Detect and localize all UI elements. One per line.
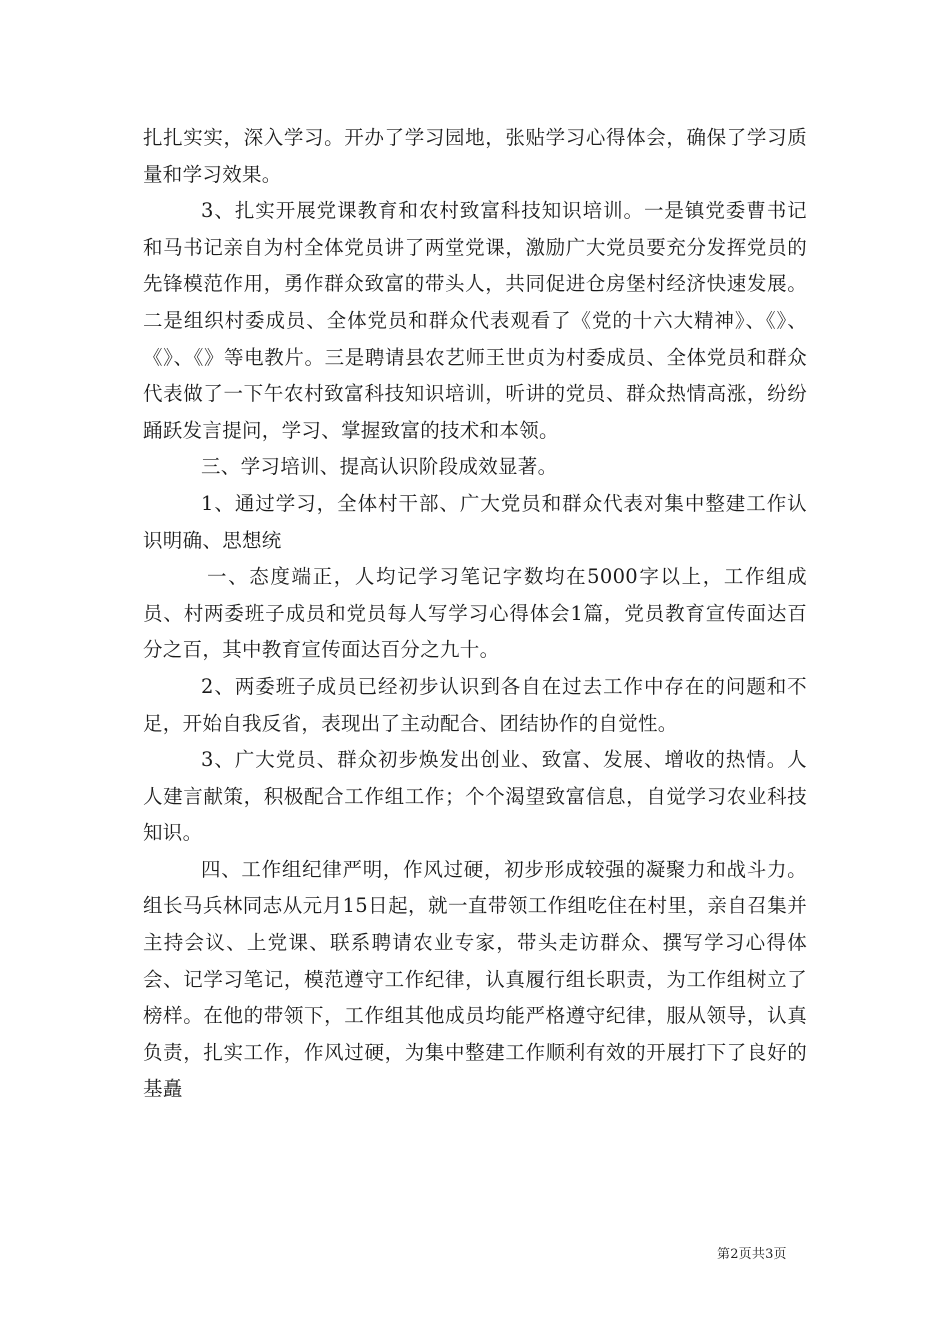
paragraph-problems: 2、两委班子成员已经初步认识到各自在过去工作中存在的问题和不足，开始自我反省，表现出了主动配合、团结协作的自觉性。	[143, 674, 807, 735]
paragraph-party-lessons: 3、扎实开展党课教育和农村致富科技知识培训。一是镇党委曹书记和马书记亲自为村全体党员讲了两堂党课，激励广大党员要充分发挥党员的先锋模范作用，勇作群众致富的带头人，共同促进仓房堡村经济快速发展。二是组织村委成员、全体党员和群众代表观看了《党的十六大精神》、《》、《》、《》等电教片。三是聘请县农艺师王世贞为村委成员、全体党员和群众代表做了一下午农村致富科技知识培训，听讲的党员、群众热情高涨，纷纷踊跃发言提问，学习、掌握致富的技术和本领。	[143, 199, 807, 442]
section-heading-four: 四、工作组纪律严明，作风过硬，初步形成较强的凝聚力和战斗力。组长马兵林同志从元月15日起，就一直带领工作组吃住在村里，亲自召集并主持会议、上党课、联系聘请农业专家，带头走访群众、撰写学习心得体会、记学习笔记，模范遵守工作纪律，认真履行组长职责，为工作组树立了榜样。在他的带领下，工作组其他成员均能严格遵守纪律，服从领导，认真负责，扎实工作，作风过硬，为集中整建工作顺利有效的开展打下了良好的基矗	[143, 857, 807, 1101]
document-body	[143, 120, 807, 1108]
section-heading-three: 三、学习培训、提高认识阶段成效显著。	[201, 455, 558, 479]
page-number-footer: 第2页共3页	[717, 1247, 787, 1262]
paragraph-attitude: 一、态度端正，人均记学习笔记字数均在5000字以上，工作组成员、村两委班子成员和党员每人写学习心得体会1篇，党员教育宣传面达百分之百，其中教育宣传面达百分之九十。	[143, 565, 807, 662]
paragraph-enthusiasm: 3、广大党员、群众初步焕发出创业、致富、发展、增收的热情。人人建言献策，积极配合工作组工作；个个渴望致富信息，自觉学习农业科技知识。	[143, 748, 807, 845]
paragraph-understanding: 1、通过学习，全体村干部、广大党员和群众代表对集中整建工作认识明确、思想统	[143, 491, 807, 552]
paragraph-continued: 扎扎实实，深入学习。开办了学习园地，张贴学习心得体会，确保了学习质量和学习效果。	[143, 126, 807, 186]
